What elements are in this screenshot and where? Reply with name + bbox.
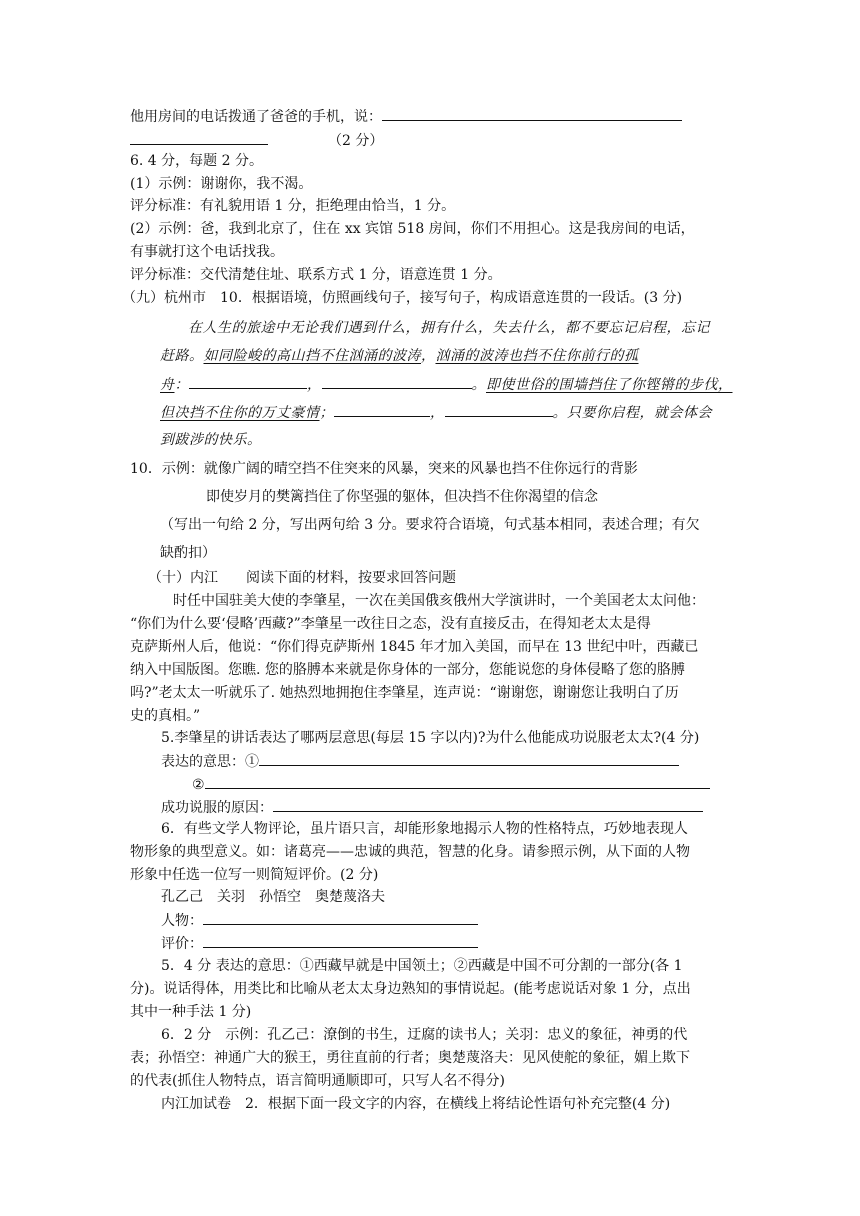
passage-line: 克萨斯州人后，他说：“你们得克萨斯州 1845 年才加入美国，而早在 13 世纪中叶，西藏已 (130, 639, 699, 655)
score-note: （写出一句给 2 分，写出两句给 3 分。要求符合语境，句式基本相同，表述合理；有欠 (160, 517, 700, 533)
answer-blank[interactable] (130, 130, 268, 145)
text-line: 但决挡不住你的万丈豪情； ， 。只要你启程，就会体会 (160, 402, 712, 423)
text-line: 赶路。如同险峻的高山挡不住汹涌的波涛，汹涌的波涛也挡不住你前行的孤 (160, 348, 639, 364)
text-line: 有事就打这个电话找我。 (130, 244, 284, 260)
answer-blank[interactable] (445, 402, 553, 417)
question-text: 6．有些文学人物评论，虽片语只言，却能形象地揭示人物的性格特点，巧妙地表现人 (161, 821, 688, 837)
text-line: 成功说服的原因： (161, 797, 703, 818)
answer-blank[interactable] (273, 797, 703, 812)
text-line: (1）示例：谢谢你，我不渴。 (130, 176, 313, 192)
text-line: 6. 4 分，每题 2 分。 (130, 153, 263, 169)
text-line (130, 106, 682, 127)
text-line: 评价： (161, 933, 478, 954)
passage-line: 吗?”老太太一听就乐了. 她热烈地拥抱住李肇星，连声说：“谢谢您，谢谢您让我明白了历 (130, 685, 679, 701)
underlined-sentence: 即使世俗的围墙挡住了你铿锵的步伐， (486, 377, 733, 393)
underlined-sentence: 如同险峻的高山挡不住汹涌的波涛 (203, 348, 421, 364)
answer-blank[interactable] (334, 402, 430, 417)
answer-blank[interactable] (203, 910, 478, 925)
answer-example: 10．示例：就像广阔的晴空挡不住突来的风暴，突来的风暴也挡不住你远行的背影 (130, 461, 638, 477)
answer-blank[interactable] (322, 374, 472, 389)
answer-text: 的代表(抓住人物特点，语言简明通顺即可，只写人名不得分) (130, 1073, 505, 1089)
answer-blank[interactable] (203, 933, 478, 948)
text-line: 评分标准：交代清楚住址、联系方式 1 分，语意连贯 1 分。 (130, 267, 502, 283)
answer-text: 6．2 分 示例：孔乙己：潦倒的书生，迂腐的读书人；关羽：忠义的象征，神勇的代 (161, 1027, 688, 1043)
passage-line: 纳入中国版图。您瞧. 您的胳膊本来就是你身体的一部分，您能说您的身体侵略了您的胳膊 (130, 662, 685, 678)
question-text: 形象中任选一位写一则简短评价。(2 分) (130, 867, 379, 883)
underlined-sentence: 但决挡不住你的万丈豪情 (160, 405, 320, 421)
underlined-sentence: 汹涌的波涛也挡不住你前行的孤 (435, 348, 639, 364)
question-text: 物形象的典型意义。如：诸葛亮——忠诚的典范，智慧的化身。请参照示例，从下面的人物 (130, 844, 690, 860)
question-heading: 内江加试卷 2．根据下面一段文字的内容，在横线上将结论性语句补充完整(4 分) (161, 1096, 671, 1112)
answer-text: 5．4 分 表达的意思：①西藏早就是中国领土；②西藏是中国不可分割的一部分(各 1 (161, 958, 683, 974)
question-heading: （十）内江 阅读下面的材料，按要求回答问题 (148, 570, 456, 586)
passage-line: “你们为什么要‘侵略’西藏?”李肇星一改往日之态，没有直接反击，在得知老太太是得 (130, 616, 651, 632)
character-options: 孔乙己 关羽 孙悟空 奥楚蔑洛夫 (161, 889, 385, 905)
text-line: 评分标准：有礼貌用语 1 分，拒绝理由恰当，1 分。 (130, 198, 456, 214)
text-line: 在人生的旅途中无论我们遇到什么，拥有什么，失去什么，都不要忘记启程，忘记 (188, 320, 710, 336)
text-line: 到跋涉的快乐。 (160, 432, 262, 448)
text-line: 人物： (161, 910, 478, 931)
text-line: (2）示例：爸，我到北京了，住在 xx 宾馆 518 房间，你们不用担心。这是我房间的电话， (130, 221, 695, 237)
answer-text: 其中一种手法 1 分) (130, 1004, 252, 1020)
score-note: （2 分） (328, 133, 384, 149)
text-line: 舟： ， 。即使世俗的围墙挡住了你铿锵的步伐， (160, 374, 733, 395)
score-note: 缺酌扣） (160, 545, 216, 561)
passage-line: 史的真相。” (130, 708, 201, 724)
answer-blank[interactable] (382, 106, 682, 121)
text-line: ② (192, 774, 710, 795)
answer-text: 表；孙悟空：神通广大的猴王，勇往直前的行者；奥楚蔑洛夫：见风使舵的象征，媚上欺下 (130, 1050, 690, 1066)
passage-line: 时任中国驻美大使的李肇星，一次在美国俄亥俄州大学演讲时，一个美国老太太问他： (173, 593, 705, 609)
text-line: 表达的意思：① (161, 751, 679, 772)
answer-blank[interactable] (259, 751, 679, 766)
question-heading: （九）杭州市 10．根据语境，仿照画线句子，接写句子，构成语意连贯的一段话。(3 分) (122, 290, 683, 306)
answer-text: 分)。说话得体，用类比和比喻从老太太身边熟知的事情说起。(能考虑说话对象 1 分，点出 (130, 981, 691, 997)
text-line (130, 130, 383, 151)
answer-blank[interactable] (189, 374, 307, 389)
answer-blank[interactable] (205, 774, 710, 789)
answer-example: 即使岁月的樊篱挡住了你坚强的躯体，但决挡不住你渴望的信念 (206, 489, 598, 505)
question-text: 5.李肇星的讲话表达了哪两层意思(每层 15 字以内)?为什么他能成功说服老太太?(4 分) (161, 730, 700, 746)
prompt-text: 他用房间的电话拨通了爸爸的手机，说： (130, 109, 382, 125)
